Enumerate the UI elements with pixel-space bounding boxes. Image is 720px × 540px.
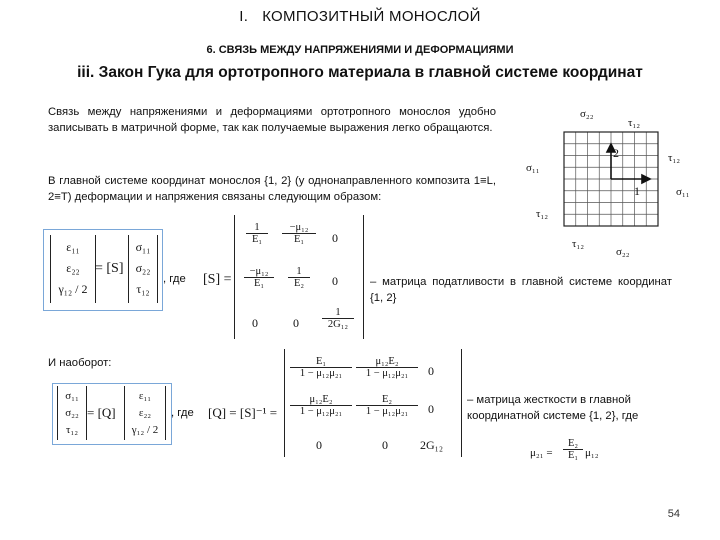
sigma11-left: σ₁₁ bbox=[526, 162, 540, 174]
main-axes-paragraph: В главной системе координат монослоя {1, 2} (у однонаправленного композита 1≡L, 2≡T) деформации и напряжения связаны следующим образом: bbox=[48, 175, 496, 203]
S31: 0 bbox=[252, 316, 258, 330]
section-title-text: КОМПОЗИТНЫЙ МОНОСЛОЙ bbox=[262, 8, 481, 25]
inverse-label: И наоборот: bbox=[48, 357, 112, 369]
where-2: , где bbox=[171, 407, 194, 419]
section-title bbox=[0, 8, 720, 25]
Q-label: [Q] = [S]⁻¹ = bbox=[208, 405, 278, 420]
Q32: 0 bbox=[382, 438, 388, 452]
strain-g12: γ₁₂ / 2 bbox=[58, 282, 88, 296]
stress2-t12: τ₁₂ bbox=[65, 424, 79, 436]
S22: 1 E₂ bbox=[288, 266, 310, 289]
stress2-s11: σ₁₁ bbox=[65, 390, 79, 402]
stiffness-description: – матрица жесткости в главной координатной системе {1, 2}, где bbox=[467, 394, 639, 422]
S11: 1 E₁ bbox=[246, 222, 268, 245]
sigma22-bottom: σ₂₂ bbox=[616, 246, 630, 258]
mu21-label: μ₂₁ = bbox=[530, 447, 553, 459]
mu12-factor: μ₁₂ bbox=[585, 447, 599, 459]
mu21-fraction: E₂ E₁ bbox=[563, 438, 583, 461]
page-number: 54 bbox=[667, 508, 680, 520]
subsection-title: 6. СВЯЗЬ МЕЖДУ НАПРЯЖЕНИЯМИ И ДЕФОРМАЦИЯМИ bbox=[206, 44, 514, 56]
intro-paragraph: Связь между напряжениями и деформациями ортотропного монослоя удобно записывать в матричной форме, так как получаемые выражения легко обращаются. bbox=[48, 106, 496, 134]
tau12-bottom: τ₁₂ bbox=[572, 238, 585, 250]
Q22: E₂ 1 − μ₁₂μ₂₁ bbox=[356, 394, 418, 417]
compliance-description: – матрица податливости в главной системе координат {1, 2} bbox=[370, 276, 672, 304]
axis-2-label: 2 bbox=[613, 146, 619, 160]
sigma22-top: σ₂₂ bbox=[580, 108, 594, 120]
stress-element-svg bbox=[520, 100, 720, 260]
strain-vector-2 bbox=[124, 386, 166, 440]
Q11: E₁ 1 − μ₁₂μ₂₁ bbox=[290, 356, 352, 379]
stress-s11: σ₁₁ bbox=[135, 240, 151, 254]
strain2-e22: ε₂₂ bbox=[138, 407, 152, 419]
sigma11-right: σ₁₁ bbox=[676, 186, 690, 198]
S32: 0 bbox=[293, 316, 299, 330]
S23: 0 bbox=[332, 274, 338, 288]
stress-vector-2 bbox=[57, 386, 87, 440]
S13: 0 bbox=[332, 231, 338, 245]
S-label: [S] = bbox=[203, 272, 232, 287]
axis-1-label: 1 bbox=[634, 184, 640, 198]
S33: 1 2G₁₂ bbox=[322, 307, 354, 330]
Q31: 0 bbox=[316, 438, 322, 452]
Q13: 0 bbox=[428, 364, 434, 378]
stress-vector-1 bbox=[128, 235, 158, 303]
strain-e22: ε₂₂ bbox=[66, 261, 80, 275]
Q21: μ₁₂E₂ 1 − μ₁₂μ₂₁ bbox=[290, 394, 352, 417]
S12: −μ₁₂ E₁ bbox=[282, 222, 316, 245]
stress2-s22: σ₂₂ bbox=[65, 407, 79, 419]
strain-e11: ε₁₁ bbox=[66, 240, 80, 254]
Q33: 2G₁₂ bbox=[420, 438, 444, 452]
tau12-top: τ₁₂ bbox=[628, 117, 641, 129]
tau12-left: τ₁₂ bbox=[536, 208, 549, 220]
Q23: 0 bbox=[428, 402, 434, 416]
S21: −μ₁₂ E₁ bbox=[244, 266, 274, 289]
stress-t12: τ₁₂ bbox=[136, 282, 150, 296]
strain2-g12: γ₁₂ / 2 bbox=[131, 424, 159, 436]
Q12: μ₁₂E₂ 1 − μ₁₂μ₂₁ bbox=[356, 356, 418, 379]
section-number: I. bbox=[239, 8, 249, 25]
equals-S: = [S] bbox=[95, 261, 124, 276]
strain-vector-1 bbox=[50, 235, 96, 303]
strain2-e11: ε₁₁ bbox=[138, 390, 152, 402]
stress-element-diagram bbox=[520, 100, 720, 260]
stress-s22: σ₂₂ bbox=[135, 261, 151, 275]
topic-title: iii. Закон Гука для ортотропного материала в главной системе координат bbox=[77, 64, 643, 81]
where-1: , где bbox=[163, 273, 186, 285]
equals-Q: = [Q] bbox=[87, 405, 116, 420]
tau12-right: τ₁₂ bbox=[668, 152, 681, 164]
